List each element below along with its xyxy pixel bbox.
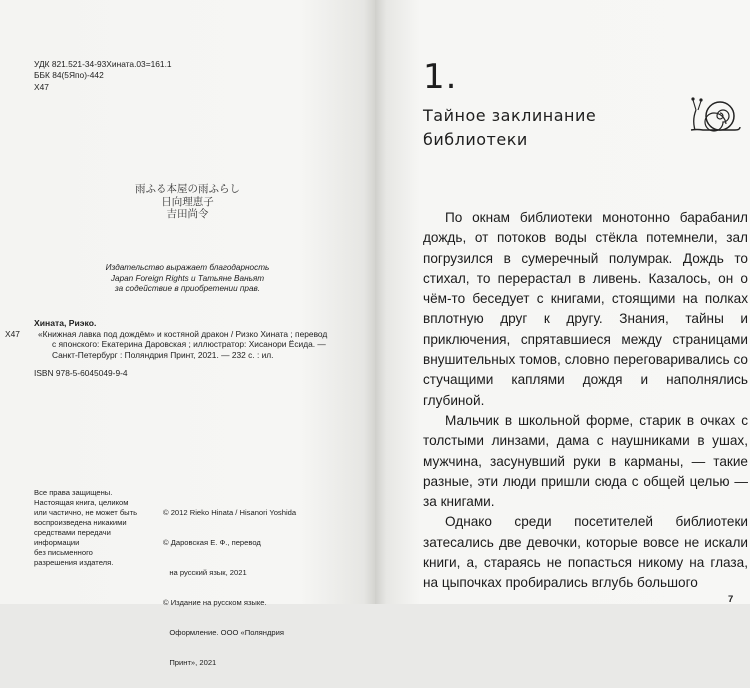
rights-notice xyxy=(34,488,169,568)
rights-line: разрешения издателя. xyxy=(34,558,114,567)
left-page xyxy=(0,0,375,667)
japanese-title: 雨ふる本屋の雨ふらし xyxy=(135,183,240,195)
catalog-line: «Книжная лавка под дождём» и костяной дракон / Ризко Хината ; перевод xyxy=(38,329,328,339)
rights-line: средствами передачи xyxy=(34,528,111,537)
rights-line: или частично, не может быть xyxy=(34,508,138,517)
chapter-title-line1: Тайное заклинание xyxy=(423,106,597,125)
snail-icon xyxy=(687,86,743,136)
chapter-body xyxy=(423,208,748,594)
paragraph: Мальчик в школьной форме, старик в очках с толстыми линзами, дама с наушниками в ушах, мужчина, засунувший руки в карманы, — такие разные, эти люди пришли сюда с общей целью — за книгами. xyxy=(423,412,748,510)
rights-line: Все права защищены. xyxy=(34,488,113,497)
thanks-line: Japan Foreign Rights и Татьяне Ваньят xyxy=(110,273,265,283)
catalog-line: Санкт-Петербург : Поляндрия Принт, 2021. — 232 с. : ил. xyxy=(52,349,274,360)
japanese-title-block xyxy=(0,183,375,221)
chapter-title-line2: библиотеки xyxy=(423,130,528,149)
right-page xyxy=(375,0,750,604)
thanks-line: за содействие в приобретении прав. xyxy=(114,284,261,293)
copyright-line: © Даровская Е. Ф., перевод xyxy=(163,538,261,547)
rights-line: Настоящая книга, целиком xyxy=(34,498,129,507)
bbk-code: ББК 84(5Япо)-442 xyxy=(34,70,104,80)
page-number: 7 xyxy=(728,594,734,605)
catalog-line: с японского: Екатерина Даровская ; иллюстратор: Хисанори Ёсида. — xyxy=(52,339,326,350)
catalog-entry xyxy=(38,329,373,360)
index-code: Х47 xyxy=(34,82,49,92)
catalog-code: Х47 xyxy=(5,329,20,339)
rights-line: воспроизведена никакими xyxy=(34,518,127,527)
japanese-author: 日向理恵子 xyxy=(161,195,214,208)
thanks-line: Издательство выражает благодарность xyxy=(105,263,270,272)
copyright-line: на русский язык, 2021 xyxy=(163,568,247,577)
chapter-number: 1. xyxy=(423,57,458,97)
copyright-line: Принт», 2021 xyxy=(163,658,217,667)
copyright-line: © 2012 Rieko Hinata / Hisanori Yoshida xyxy=(163,508,297,517)
udk-code: УДК 821.521-34-93Хината.03=161.1 xyxy=(34,59,172,69)
japanese-illustrator: 吉田尚令 xyxy=(166,208,209,220)
isbn: ISBN 978-5-6045049-9-4 xyxy=(34,368,128,378)
rights-line: информации xyxy=(34,538,80,547)
chapter-title xyxy=(423,104,596,152)
copyright-line: © Издание на русском языке. xyxy=(163,598,267,607)
copyright-block xyxy=(163,488,368,688)
author-heading: Хината, Риэко. xyxy=(34,318,97,328)
paragraph: По окнам библиотеки монотонно барабанил дождь, от потоков воды стёкла потемнели, зал погрузился в сумеречный полумрак. Дождь то стихал, то перерастал в ливень. Казалось, он о чём-то беседует с книгами, стоящими на полках вплотную друг к другу. Знания, тайны и приключения, спрятавшиеся между страницами внушительных томов, словно переговаривались со стучащими каплями дождя и наполнялись глубиной. xyxy=(423,210,748,408)
paragraph: Однако среди посетителей библиотеки затесались две девочки, которые вовсе не искали книги, а, стараясь не попасться никому на глаза, на цыпочках пробирались вглубь большого xyxy=(423,514,748,591)
copyright-line: Оформление. ООО «Поляндрия xyxy=(163,628,284,637)
thanks-block xyxy=(0,263,375,295)
rights-line: без письменного xyxy=(34,548,93,557)
